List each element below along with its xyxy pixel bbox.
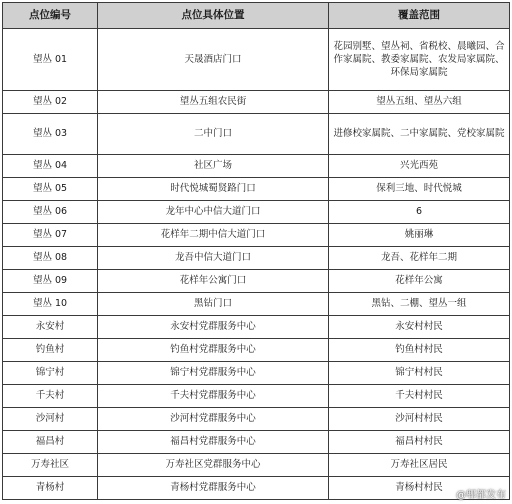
cell-point-id: 青杨村 (3, 476, 98, 499)
cell-coverage: 兴光西苑 (329, 154, 510, 177)
cell-point-location: 锦宁村党群服务中心 (98, 361, 329, 384)
cell-point-id: 望丛 07 (3, 223, 98, 246)
table-row (3, 476, 510, 499)
cell-point-location: 黑钻门口 (98, 292, 329, 315)
cell-point-id: 望丛 02 (3, 90, 98, 113)
table-row (3, 90, 510, 113)
cell-point-id: 钓鱼村 (3, 338, 98, 361)
cell-point-location: 社区广场 (98, 154, 329, 177)
cell-point-location: 龙吾中信大道门口 (98, 246, 329, 269)
cell-point-location: 花样年公寓门口 (98, 269, 329, 292)
cell-coverage: 花样年公寓 (329, 269, 510, 292)
table-row (3, 154, 510, 177)
cell-coverage: 青杨村村民 (329, 476, 510, 499)
cell-point-location: 龙年中心中信大道门口 (98, 200, 329, 223)
table-row (3, 430, 510, 453)
cell-point-id: 望丛 01 (3, 29, 98, 91)
cell-coverage: 福昌村村民 (329, 430, 510, 453)
coverage-table (2, 2, 510, 500)
table-row (3, 29, 510, 91)
table-row (3, 453, 510, 476)
cell-point-id: 望丛 03 (3, 113, 98, 154)
cell-point-id: 望丛 05 (3, 177, 98, 200)
cell-point-id: 望丛 09 (3, 269, 98, 292)
header-point-location: 点位具体位置 (98, 3, 329, 29)
cell-point-location: 永安村党群服务中心 (98, 315, 329, 338)
cell-point-location: 千夫村党群服务中心 (98, 384, 329, 407)
table-body (3, 29, 510, 500)
cell-coverage: 姚丽琳 (329, 223, 510, 246)
cell-point-location: 天晟酒店门口 (98, 29, 329, 91)
table-row (3, 177, 510, 200)
cell-point-id: 万寿社区 (3, 453, 98, 476)
cell-coverage: 进修校家属院、二中家属院、党校家属院 (329, 113, 510, 154)
cell-point-location: 二中门口 (98, 113, 329, 154)
cell-coverage: 万寿社区居民 (329, 453, 510, 476)
cell-coverage: 锦宁村村民 (329, 361, 510, 384)
cell-point-id: 永安村 (3, 315, 98, 338)
cell-point-location: 时代悦城蜀贤路门口 (98, 177, 329, 200)
cell-point-id: 望丛 04 (3, 154, 98, 177)
table-row (3, 384, 510, 407)
cell-point-location: 沙河村党群服务中心 (98, 407, 329, 430)
cell-coverage: 花园别墅、望丛祠、省税校、晨曦园、合作家属院、教委家属院、农发局家属院、环保局家属院 (329, 29, 510, 91)
cell-coverage: 6 (329, 200, 510, 223)
cell-point-id: 锦宁村 (3, 361, 98, 384)
cell-point-location: 青杨村党群服务中心 (98, 476, 329, 499)
cell-coverage: 保利三地、时代悦城 (329, 177, 510, 200)
cell-point-id: 福昌村 (3, 430, 98, 453)
cell-coverage: 千夫村村民 (329, 384, 510, 407)
header-coverage: 覆盖范围 (329, 3, 510, 29)
cell-point-id: 望丛 10 (3, 292, 98, 315)
watermark: @郫都发布 (456, 490, 506, 501)
cell-point-location: 万寿社区党群服务中心 (98, 453, 329, 476)
cell-coverage: 望丛五组、望丛六组 (329, 90, 510, 113)
cell-coverage: 沙河村村民 (329, 407, 510, 430)
table-row (3, 407, 510, 430)
cell-coverage: 永安村村民 (329, 315, 510, 338)
cell-coverage: 黑钻、二棚、望丛一组 (329, 292, 510, 315)
table-row (3, 361, 510, 384)
cell-point-location: 花样年二期中信大道门口 (98, 223, 329, 246)
table-row (3, 292, 510, 315)
table-row (3, 113, 510, 154)
cell-point-id: 望丛 08 (3, 246, 98, 269)
cell-coverage: 龙吾、花样年二期 (329, 246, 510, 269)
table-row (3, 223, 510, 246)
table-row (3, 338, 510, 361)
cell-coverage: 钓鱼村村民 (329, 338, 510, 361)
table-row (3, 246, 510, 269)
table-row (3, 315, 510, 338)
cell-point-id: 沙河村 (3, 407, 98, 430)
cell-point-location: 钓鱼村党群服务中心 (98, 338, 329, 361)
cell-point-id: 望丛 06 (3, 200, 98, 223)
cell-point-location: 福昌村党群服务中心 (98, 430, 329, 453)
table-row (3, 200, 510, 223)
cell-point-id: 千夫村 (3, 384, 98, 407)
table-row (3, 269, 510, 292)
table-header-row (3, 3, 510, 29)
cell-point-location: 望丛五组农民街 (98, 90, 329, 113)
header-point-id: 点位编号 (3, 3, 98, 29)
